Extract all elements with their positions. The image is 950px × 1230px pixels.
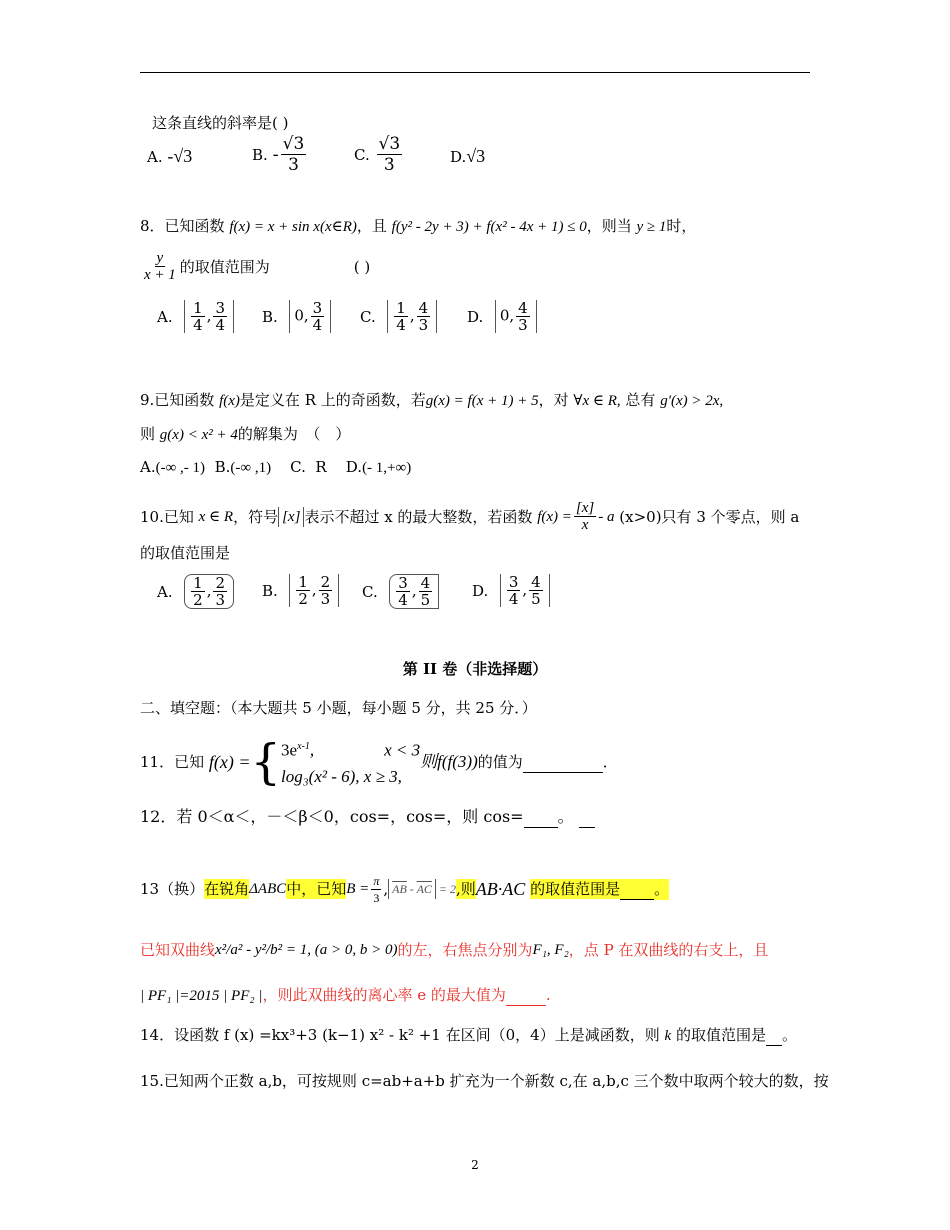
q7-stem: 这条直线的斜率是( ) xyxy=(152,114,289,132)
header-rule xyxy=(140,72,810,73)
q12-line: 12．若 0＜α＜，－＜β＜0，cos=，cos=，则 cos= 。 xyxy=(140,807,595,828)
q15-line: 15.已知两个正数 a,b，可按规则 c=ab+a+b 扩充为一个新数 c,在 a,b,c 三个数中取两个较大的数，按 xyxy=(140,1072,829,1090)
q13b-line1: 已知双曲线 x²/a² - y²/b² = 1, (a > 0, b > 0) 的左，右焦点分别为 F₁, F₂ ，点 P 在双曲线的右支上，且 xyxy=(140,941,769,959)
q7-option-d[interactable]: D. √3 xyxy=(450,146,486,166)
q10-line2: 的取值范围是 xyxy=(140,544,231,562)
q7-option-c[interactable]: C. $\frac{√3}{3}$ xyxy=(354,134,401,175)
q9-line1: 9.已知函数 f(x)是定义在 R 上的奇函数，若g(x) = f(x + 1) + 5，对 ∀x ∈ R, 总有 g′(x) > 2x, xyxy=(140,391,724,409)
q10-line1: 10.已知 x ∈ R ，符号 [x] 表示不超过 x 的最大整数，若函数 f(x) = $\frac{[x]}{x}$ - a (x>0)只有 3 个零点，则 a xyxy=(140,500,800,533)
q7-option-a[interactable]: A. -√3 xyxy=(147,146,193,166)
q10-option-b[interactable]: B. $\frac{1}{2}$ , $\frac{2}{3}$ xyxy=(262,574,341,607)
q10-option-a[interactable]: A. $\frac{1}{2}$ , $\frac{2}{3}$ xyxy=(157,574,236,609)
q8-line2: $\frac{y}{x + 1}$ 的取值范围为 ( ) xyxy=(144,250,371,283)
q9-option-b[interactable]: B.(-∞ ,1) xyxy=(214,458,272,476)
q14-line: 14．设函数 f (x) =kx³+3 (k−1) x² - k² +1 在区间（0，4）上是减函数，则 k 的取值范围是 。 xyxy=(140,1026,797,1044)
q8-option-b[interactable]: B. 0, $\frac{3}{4}$ xyxy=(262,300,333,333)
q10-option-d[interactable]: D. $\frac{3}{4}$ , $\frac{4}{5}$ xyxy=(472,574,552,607)
q9-option-a[interactable]: A.(-∞ ,- 1) xyxy=(140,458,206,476)
q13b-line2: | PF₁ |=2015 | PF₂ |，则此双曲线的离心率 e 的最大值为 . xyxy=(140,986,551,1004)
q9-option-c[interactable]: C. R xyxy=(290,458,327,476)
section2-title: 第 II 卷（非选择题） xyxy=(402,660,548,678)
q9-options xyxy=(140,457,411,478)
q9-option-d[interactable]: D.(- 1,+∞) xyxy=(345,458,412,476)
fill-heading: 二、填空题：（本大题共 5 小题，每小题 5 分，共 25 分．） xyxy=(140,699,537,717)
q9-line2: 则 g(x) < x² + 4的解集为 （ ） xyxy=(140,425,351,443)
q8-option-c[interactable]: C. $\frac{1}{4}$ , $\frac{4}{3}$ xyxy=(360,300,439,333)
q8-option-a[interactable]: A. $\frac{1}{4}$ , $\frac{3}{4}$ xyxy=(157,300,236,333)
q8-line1: 8．已知函数 f(x) = x + sin x(x∈R)，且 f(y² - 2y + 3) + f(x² - 4x + 1) ≤ 0，则当 y ≥ 1时， xyxy=(140,217,697,235)
q10-option-c[interactable]: C. $\frac{3}{4}$ , $\frac{4}{5}$ xyxy=(362,574,441,609)
q8-option-d[interactable]: D. 0, $\frac{4}{3}$ xyxy=(467,300,539,333)
q11-line: 11．已知 f(x) = { $3e^{x-1}$, x < 3 log₃(x² - 6), x ≥ 3, 则f(f(3)) 的值为 ． xyxy=(140,734,618,790)
q13-line: 13（换） 在锐角 ΔABC 中，已知 B = $\frac{\pi}{3}$ , $\overline{AB} - \overline{AC}$ = 2 ,则 AB·AC 的取值范围是 。 xyxy=(140,873,670,905)
page-number: 2 xyxy=(471,1158,479,1172)
q7-option-b[interactable]: B. - $\frac{√3}{3}$ xyxy=(252,134,305,175)
q11-piecewise: $3e^{x-1}$, x < 3 log₃(x² - 6), x ≥ 3, xyxy=(281,740,421,786)
